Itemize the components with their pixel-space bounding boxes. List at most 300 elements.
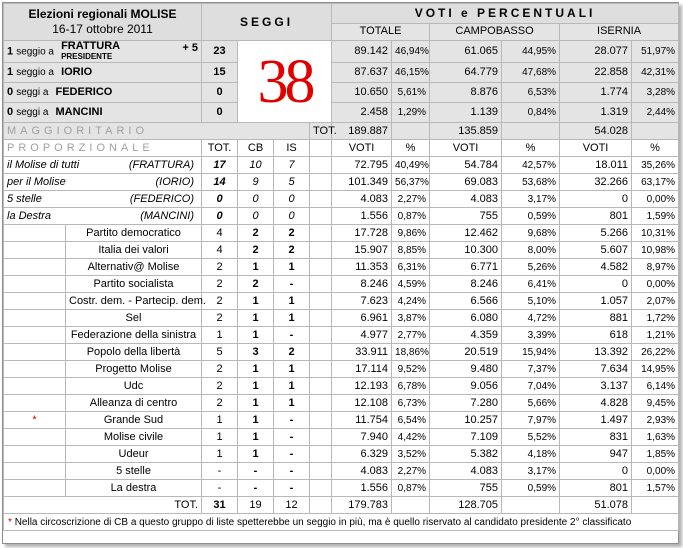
empty — [310, 446, 332, 463]
votes-is: 18.011 — [560, 157, 632, 174]
seggi-word: seggi a — [16, 107, 49, 118]
col-pct: % — [392, 140, 430, 157]
candidate-name-text: MANCINI — [55, 106, 103, 119]
maggioritario-cb: 135.859 — [430, 123, 502, 140]
votes-total: 4.083 — [332, 191, 392, 208]
pct-total: 6,73% — [392, 395, 430, 412]
party-name: Molise civile — [66, 429, 202, 446]
votes-cb: 10.300 — [430, 242, 502, 259]
seats-is: - — [274, 327, 310, 344]
seats-cb: 0 — [238, 191, 274, 208]
seats-is: 2 — [274, 242, 310, 259]
seats-is: 1 — [274, 310, 310, 327]
seats-cb: 10 — [238, 157, 274, 174]
pct-is: 0,00% — [632, 276, 679, 293]
votes-cb: 6.566 — [430, 293, 502, 310]
col-tot: TOT. — [202, 140, 238, 157]
seats-cb: 1 — [238, 378, 274, 395]
empty — [310, 395, 332, 412]
pct-total: 6,54% — [392, 412, 430, 429]
party-name: Progetto Molise — [66, 361, 202, 378]
empty — [310, 140, 332, 157]
candidate-cell — [4, 63, 202, 83]
pct-cb: 3,17% — [502, 463, 560, 480]
votes-cb: 7.280 — [430, 395, 502, 412]
seats-is: - — [274, 480, 310, 497]
seats-cb: 3 — [238, 344, 274, 361]
party-mark — [4, 225, 66, 242]
col-cb: CB — [238, 140, 274, 157]
votes-total: 15.907 — [332, 242, 392, 259]
seats-tot: - — [202, 463, 238, 480]
votes-cb: 69.083 — [430, 174, 502, 191]
votes-total: 11.754 — [332, 412, 392, 429]
voti-header: VOTI e PERCENTUALI — [332, 4, 679, 24]
pct-cb: 5,10% — [502, 293, 560, 310]
empty — [310, 208, 332, 225]
votes-cb: 5.382 — [430, 446, 502, 463]
pct-total: 2,27% — [392, 191, 430, 208]
empty — [310, 344, 332, 361]
pct-is: 1,57% — [632, 480, 679, 497]
votes-is: 801 — [560, 480, 632, 497]
seats-is: 1 — [274, 395, 310, 412]
party-mark: * — [4, 412, 66, 429]
pct-cb: 7,04% — [502, 378, 560, 395]
pct-cb: 5,26% — [502, 259, 560, 276]
seats-tot: 14 — [202, 174, 238, 191]
candidate-row — [4, 103, 679, 123]
seats-cb: 1 — [238, 293, 274, 310]
party-mark — [4, 446, 66, 463]
totals-is-seats: 12 — [274, 497, 310, 514]
seats-is: 7 — [274, 157, 310, 174]
title-line1: Elezioni regionali MOLISE — [28, 7, 177, 21]
totals-row — [4, 497, 679, 514]
party-name: Alternativ@ Molise — [66, 259, 202, 276]
seats-tot: 1 — [202, 412, 238, 429]
votes-cb: 8.246 — [430, 276, 502, 293]
party-row — [4, 395, 679, 412]
col-totale: TOTALE — [332, 23, 430, 40]
coalition-name-cell — [4, 174, 202, 191]
col-voti-is: VOTI — [560, 140, 632, 157]
votes-is: 1.774 — [560, 83, 632, 103]
totals-label: TOT. — [4, 497, 202, 514]
pct-total: 8,85% — [392, 242, 430, 259]
pct-total: 3,87% — [392, 310, 430, 327]
coalition-name: il Molise di tutti — [7, 158, 80, 171]
votes-is: 4.828 — [560, 395, 632, 412]
seats-is: 1 — [274, 361, 310, 378]
title-line2: 16-17 ottobre 2011 — [52, 22, 153, 36]
party-mark — [4, 327, 66, 344]
votes-cb: 4.083 — [430, 191, 502, 208]
footnote-mark: * — [8, 516, 12, 528]
pct-total: 1,29% — [392, 103, 430, 123]
votes-is: 32.266 — [560, 174, 632, 191]
party-name: Federazione della sinistra — [66, 327, 202, 344]
votes-cb: 10.257 — [430, 412, 502, 429]
votes-is: 881 — [560, 310, 632, 327]
party-mark — [4, 344, 66, 361]
candidate-row — [4, 41, 679, 63]
pct-is: 9,45% — [632, 395, 679, 412]
pct-is: 2,07% — [632, 293, 679, 310]
candidate-name — [61, 41, 120, 62]
empty — [310, 327, 332, 344]
votes-is: 0 — [560, 191, 632, 208]
coalition-name-cell — [4, 208, 202, 225]
party-name: Udeur — [66, 446, 202, 463]
tot-label: TOT. — [310, 123, 332, 140]
seats-is: 1 — [274, 259, 310, 276]
seats-is: - — [274, 446, 310, 463]
votes-total: 33.911 — [332, 344, 392, 361]
pct-cb: 0,59% — [502, 208, 560, 225]
party-row — [4, 293, 679, 310]
votes-total: 4.977 — [332, 327, 392, 344]
votes-cb: 755 — [430, 208, 502, 225]
votes-is: 947 — [560, 446, 632, 463]
seats-tot: 2 — [202, 361, 238, 378]
party-mark — [4, 378, 66, 395]
votes-is: 28.077 — [560, 41, 632, 63]
pct-cb: 9,68% — [502, 225, 560, 242]
seats-tot: 5 — [202, 344, 238, 361]
pct-is: 0,00% — [632, 191, 679, 208]
pct-is: 1,21% — [632, 327, 679, 344]
seats-cb: 1 — [238, 327, 274, 344]
totals-cb-seats: 19 — [238, 497, 274, 514]
seats-value: 23 — [202, 41, 238, 63]
pct-total: 5,61% — [392, 83, 430, 103]
empty — [310, 310, 332, 327]
party-mark — [4, 463, 66, 480]
votes-is: 5.266 — [560, 225, 632, 242]
candidate-name — [61, 67, 92, 77]
seats-cb: 1 — [238, 395, 274, 412]
totals-is-votes: 51.078 — [560, 497, 632, 514]
pct-cb: 4,18% — [502, 446, 560, 463]
party-name: Partito democratico — [66, 225, 202, 242]
party-row — [4, 429, 679, 446]
pct-cb: 15,94% — [502, 344, 560, 361]
pct-cb: 6,41% — [502, 276, 560, 293]
pct-is: 3,28% — [632, 83, 679, 103]
votes-is: 4.582 — [560, 259, 632, 276]
empty — [310, 497, 332, 514]
empty — [310, 191, 332, 208]
proporzionale-header-row — [4, 140, 679, 157]
votes-cb: 20.519 — [430, 344, 502, 361]
pct-is: 10,98% — [632, 242, 679, 259]
party-name: Partito socialista — [66, 276, 202, 293]
party-name: Sel — [66, 310, 202, 327]
seats-tot: 1 — [202, 327, 238, 344]
candidate-name — [56, 107, 103, 117]
pct-cb: 8,00% — [502, 242, 560, 259]
empty — [310, 412, 332, 429]
pct-cb: 3,17% — [502, 191, 560, 208]
votes-total: 7.940 — [332, 429, 392, 446]
title-cell — [4, 4, 202, 41]
seats-is: - — [274, 276, 310, 293]
seats-cb: 2 — [238, 225, 274, 242]
pct-total: 2,27% — [392, 463, 430, 480]
pct-cb: 44,95% — [502, 41, 560, 63]
seggi-word: seggio a — [16, 67, 54, 78]
candidate-cell — [4, 83, 202, 103]
party-mark — [4, 480, 66, 497]
party-row — [4, 259, 679, 276]
pct-cb: 6,53% — [502, 83, 560, 103]
pct-is: 10,31% — [632, 225, 679, 242]
seats-tot: 0 — [202, 208, 238, 225]
pct-total: 6,31% — [392, 259, 430, 276]
votes-cb: 4.359 — [430, 327, 502, 344]
party-name: Udc — [66, 378, 202, 395]
party-mark — [4, 395, 66, 412]
pct-total: 9,86% — [392, 225, 430, 242]
coalition-candidate: (FEDERICO) — [129, 192, 195, 205]
seats-cb: 2 — [238, 276, 274, 293]
party-name: Popolo della libertà — [66, 344, 202, 361]
pct-total: 6,78% — [392, 378, 430, 395]
seats-is: 1 — [274, 293, 310, 310]
seggi-header: SEGGI — [202, 4, 332, 41]
coalition-row — [4, 174, 679, 191]
pct-cb: 0,84% — [502, 103, 560, 123]
votes-total: 11.353 — [332, 259, 392, 276]
votes-total: 4.083 — [332, 463, 392, 480]
candidate-seat-count: 1 — [7, 45, 14, 58]
seats-cb: 1 — [238, 412, 274, 429]
pct-is: 35,26% — [632, 157, 679, 174]
candidate-note: PRESIDENTE — [61, 52, 113, 61]
votes-is: 0 — [560, 463, 632, 480]
votes-cb: 7.109 — [430, 429, 502, 446]
votes-cb: 6.080 — [430, 310, 502, 327]
pct-total: 4,42% — [392, 429, 430, 446]
party-mark — [4, 242, 66, 259]
party-row — [4, 225, 679, 242]
coalition-row — [4, 208, 679, 225]
pct-is: 14,95% — [632, 361, 679, 378]
votes-total: 6.961 — [332, 310, 392, 327]
empty — [310, 429, 332, 446]
votes-total: 6.329 — [332, 446, 392, 463]
pct-is: 2,93% — [632, 412, 679, 429]
votes-total: 89.142 — [332, 41, 392, 63]
col-pct-is: % — [632, 140, 679, 157]
col-voti-cb: VOTI — [430, 140, 502, 157]
candidate-seat-count: 0 — [7, 106, 14, 118]
party-name: Costr. dem. - Partecip. dem. — [66, 293, 202, 310]
proporzionale-label: PROPORZIONALE — [4, 140, 202, 157]
empty — [632, 123, 679, 140]
empty — [392, 123, 430, 140]
votes-is: 1.057 — [560, 293, 632, 310]
candidate-name-text: FEDERICO — [55, 86, 113, 99]
candidate-name-text: FRATTURA — [61, 40, 121, 52]
seats-is: 2 — [274, 344, 310, 361]
empty — [310, 174, 332, 191]
seats-tot: 0 — [202, 191, 238, 208]
party-row — [4, 327, 679, 344]
candidate-cell — [4, 103, 202, 123]
pct-total: 18,86% — [392, 344, 430, 361]
empty — [310, 361, 332, 378]
votes-total: 17.114 — [332, 361, 392, 378]
seats-value: 0 — [202, 103, 238, 123]
seats-tot: 2 — [202, 310, 238, 327]
coalition-row — [4, 191, 679, 208]
seats-cb: 9 — [238, 174, 274, 191]
pct-is: 63,17% — [632, 174, 679, 191]
seats-is: 1 — [274, 378, 310, 395]
pct-total: 46,15% — [392, 63, 430, 83]
empty — [310, 157, 332, 174]
seats-cb: - — [238, 480, 274, 497]
votes-is: 5.607 — [560, 242, 632, 259]
votes-total: 72.795 — [332, 157, 392, 174]
party-mark — [4, 310, 66, 327]
party-mark — [4, 293, 66, 310]
candidate-row — [4, 63, 679, 83]
party-mark — [4, 259, 66, 276]
votes-cb: 4.083 — [430, 463, 502, 480]
seats-tot: 17 — [202, 157, 238, 174]
votes-total: 101.349 — [332, 174, 392, 191]
seats-cb: 1 — [238, 429, 274, 446]
seggi-word: seggio a — [16, 46, 54, 58]
party-name: Grande Sud — [66, 412, 202, 429]
coalition-candidate: (FRATTURA) — [128, 158, 195, 171]
pct-cb: 0,59% — [502, 480, 560, 497]
votes-total: 1.556 — [332, 208, 392, 225]
empty — [502, 497, 560, 514]
seats-cb: 1 — [238, 259, 274, 276]
votes-cb: 9.480 — [430, 361, 502, 378]
seats-value: 15 — [202, 63, 238, 83]
party-mark — [4, 429, 66, 446]
seats-tot: 4 — [202, 225, 238, 242]
seats-is: - — [274, 412, 310, 429]
votes-total: 10.650 — [332, 83, 392, 103]
seats-cb: 0 — [238, 208, 274, 225]
candidate-plus: + 5 — [182, 42, 199, 54]
pct-cb: 7,37% — [502, 361, 560, 378]
votes-cb: 12.462 — [430, 225, 502, 242]
footnote-row — [4, 514, 679, 531]
votes-is: 22.858 — [560, 63, 632, 83]
maggioritario-is: 54.028 — [560, 123, 632, 140]
votes-cb: 54.784 — [430, 157, 502, 174]
col-is: IS — [274, 140, 310, 157]
pct-total: 4,59% — [392, 276, 430, 293]
candidate-seat-count: 0 — [7, 86, 14, 98]
party-name: Italia dei valori — [66, 242, 202, 259]
seggi-word: seggi a — [16, 87, 49, 98]
coalition-name: la Destra — [7, 209, 52, 222]
candidate-name-text: IORIO — [61, 66, 93, 79]
pct-cb: 5,66% — [502, 395, 560, 412]
votes-is: 7.634 — [560, 361, 632, 378]
seats-is: - — [274, 429, 310, 446]
seats-tot: 2 — [202, 293, 238, 310]
pct-cb: 4,72% — [502, 310, 560, 327]
party-mark — [4, 276, 66, 293]
results-table-frame — [2, 2, 679, 544]
pct-total: 2,77% — [392, 327, 430, 344]
empty — [632, 497, 679, 514]
votes-is: 618 — [560, 327, 632, 344]
pct-total: 0,87% — [392, 480, 430, 497]
totals-votes: 179.783 — [332, 497, 392, 514]
seats-is: 5 — [274, 174, 310, 191]
votes-is: 13.392 — [560, 344, 632, 361]
seats-is: 2 — [274, 225, 310, 242]
votes-total: 87.637 — [332, 63, 392, 83]
candidate-seat-count: 1 — [7, 66, 14, 78]
maggioritario-label: MAGGIORITARIO — [4, 123, 310, 140]
col-campobasso: CAMPOBASSO — [430, 23, 560, 40]
totals-cb-votes: 128.705 — [430, 497, 502, 514]
col-pct-cb: % — [502, 140, 560, 157]
seats-cb: 2 — [238, 242, 274, 259]
votes-cb: 6.771 — [430, 259, 502, 276]
votes-total: 12.193 — [332, 378, 392, 395]
votes-total: 17.728 — [332, 225, 392, 242]
votes-is: 831 — [560, 429, 632, 446]
pct-cb: 5,52% — [502, 429, 560, 446]
empty — [310, 480, 332, 497]
seats-is: - — [274, 463, 310, 480]
votes-total: 2.458 — [332, 103, 392, 123]
votes-is: 801 — [560, 208, 632, 225]
empty — [310, 242, 332, 259]
votes-total: 12.108 — [332, 395, 392, 412]
empty — [310, 225, 332, 242]
seats-tot: - — [202, 480, 238, 497]
party-row — [4, 378, 679, 395]
party-row — [4, 361, 679, 378]
pct-cb: 7,97% — [502, 412, 560, 429]
seats-tot: 2 — [202, 276, 238, 293]
pct-cb: 3,39% — [502, 327, 560, 344]
pct-cb: 42,57% — [502, 157, 560, 174]
maggioritario-tot: 189.887 — [332, 123, 392, 140]
pct-total: 40,49% — [392, 157, 430, 174]
coalition-name-cell — [4, 191, 202, 208]
seats-tot: 2 — [202, 395, 238, 412]
coalition-row — [4, 157, 679, 174]
pct-is: 1,72% — [632, 310, 679, 327]
coalition-candidate: (MANCINI) — [140, 209, 195, 222]
pct-cb: 47,68% — [502, 63, 560, 83]
seats-tot: 1 — [202, 446, 238, 463]
votes-is: 1.497 — [560, 412, 632, 429]
seats-cb: 1 — [238, 310, 274, 327]
seats-cb: - — [238, 463, 274, 480]
party-mark — [4, 361, 66, 378]
seats-is: 0 — [274, 208, 310, 225]
pct-is: 51,97% — [632, 41, 679, 63]
pct-is: 8,97% — [632, 259, 679, 276]
votes-is: 3.137 — [560, 378, 632, 395]
empty — [310, 259, 332, 276]
